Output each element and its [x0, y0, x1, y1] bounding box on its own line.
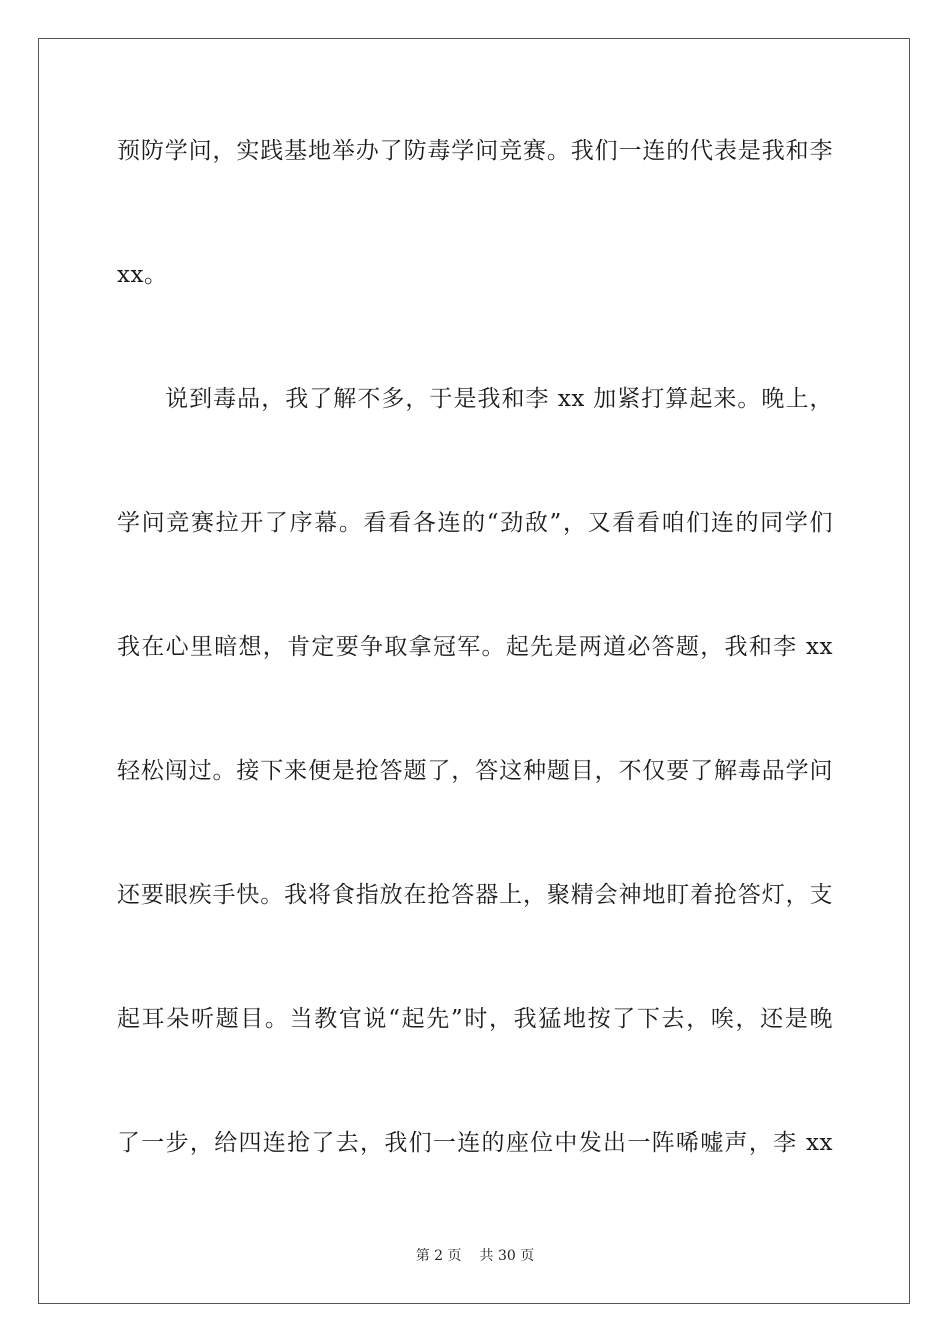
- body-text-line: 学问竞赛拉开了序幕。看看各连的“劲敌”，又看看咱们连的同学们: [117, 510, 833, 536]
- body-text-line: 还要眼疾手快。我将食指放在抢答器上，聚精会神地盯着抢答灯，支: [117, 882, 833, 908]
- page-number: 第 2 页: [415, 1248, 462, 1264]
- page-footer: [0, 1247, 950, 1265]
- body-text-line: 预防学问，实践基地举办了防毒学问竞赛。我们一连的代表是我和李: [117, 138, 833, 164]
- body-text-line: 说到毒品，我了解不多，于是我和李 xx 加紧打算起来。晚上，: [117, 386, 833, 412]
- body-text-line: 起耳朵听题目。当教官说“起先”时，我猛地按了下去，唉，还是晚: [117, 1006, 833, 1032]
- page-total: 共 30 页: [479, 1248, 535, 1264]
- page-border: [38, 38, 910, 1304]
- body-text-line: 我在心里暗想，肯定要争取拿冠军。起先是两道必答题，我和李 xx: [117, 634, 833, 660]
- body-text-line: 了一步，给四连抢了去，我们一连的座位中发出一阵唏嘘声，李 xx: [117, 1130, 833, 1156]
- body-text-line: xx。: [117, 262, 168, 288]
- body-text-line: 轻松闯过。接下来便是抢答题了，答这种题目，不仅要了解毒品学问: [117, 758, 833, 784]
